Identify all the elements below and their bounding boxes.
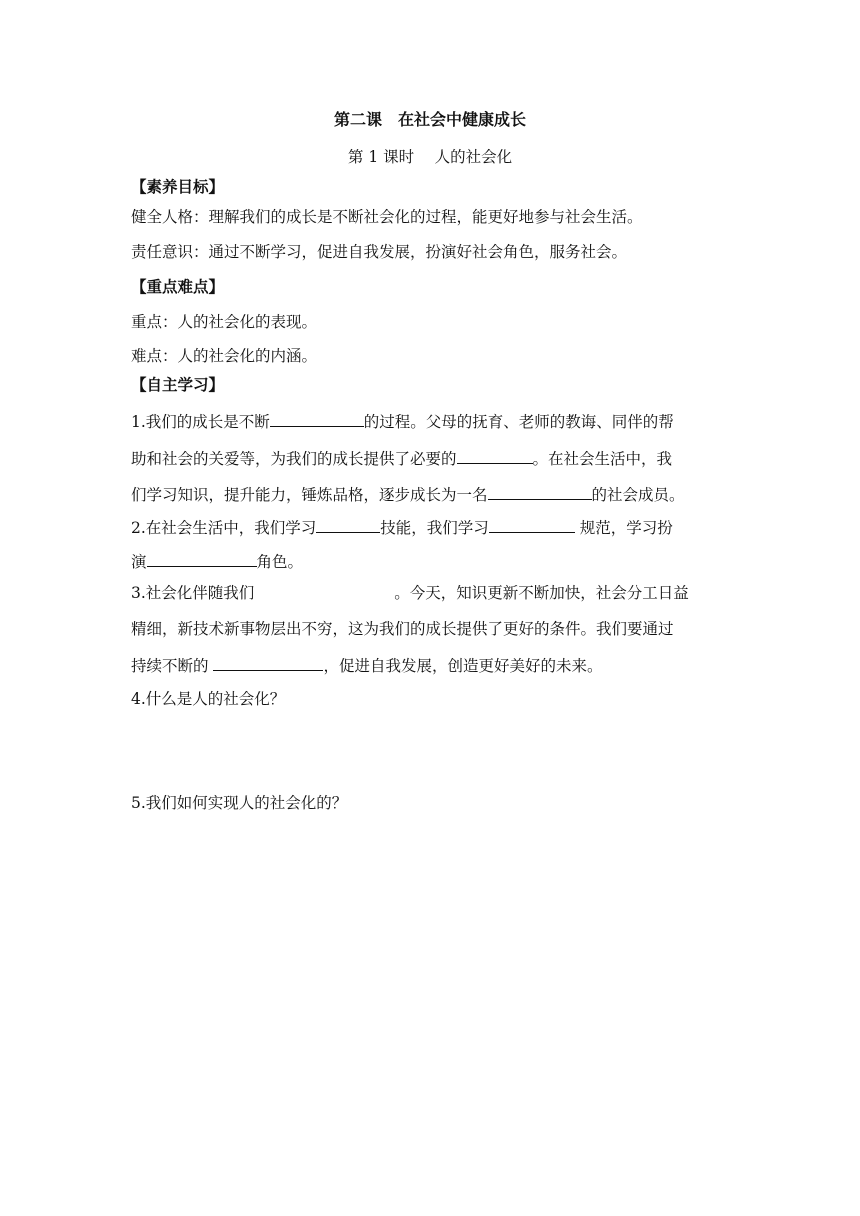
keypoint-key: 重点：人的社会化的表现。 — [131, 313, 318, 331]
q1-text-support: 助和社会的关爱等，为我们的成长提供了必要的 — [131, 450, 457, 468]
q2-text-skill: 技能，我们学习 — [380, 519, 489, 537]
q1-blank-2[interactable] — [457, 446, 533, 464]
lesson-subtitle: 第 1 课时 人的社会化 — [347, 148, 513, 166]
q3-blank-2[interactable] — [213, 653, 323, 671]
question-3-line-3 — [131, 653, 602, 676]
lesson-title: 第二课 在社会中健康成长 — [333, 110, 526, 129]
q3-text-today: 。今天，知识更新不断加快，社会分工日益 — [394, 584, 689, 602]
q3-text-end: ，促进自我发展，创造更好美好的未来。 — [323, 657, 603, 675]
q1-blank-3[interactable] — [488, 482, 592, 500]
q1-blank-1[interactable] — [270, 409, 364, 427]
goals-line-responsibility: 责任意识：通过不断学习，促进自我发展，扮演好社会角色，服务社会。 — [131, 243, 628, 261]
q2-text-role: 角色。 — [256, 553, 304, 571]
q2-blank-3[interactable] — [147, 549, 257, 567]
question-1-line-3 — [131, 482, 685, 505]
q2-blank-1[interactable] — [316, 515, 380, 533]
q2-text-norm: 规范，学习扮 — [574, 519, 673, 537]
goals-line-personality: 健全人格：理解我们的成长是不断社会化的过程，能更好地参与社会生活。 — [131, 208, 643, 226]
q3-text-continuous: 持续不断的 — [131, 657, 214, 675]
q3-text-conditions: 精细，新技术新事物层出不穷，这为我们的成长提供了更好的条件。我们要通过 — [131, 620, 674, 638]
question-1-line-1 — [131, 409, 729, 432]
goals-heading: 【素养目标】 — [131, 178, 225, 196]
q3-text-start: 3.社会化伴随我们 — [131, 584, 255, 602]
question-5: 5.我们如何实现人的社会化的？ — [131, 794, 348, 812]
question-3-line-2 — [131, 619, 674, 639]
q1-text-end: 的社会成员。 — [591, 486, 685, 504]
q1-text-start: 1.我们的成长是不断 — [131, 413, 270, 431]
q2-blank-2[interactable] — [489, 515, 575, 533]
question-2-line-2 — [131, 549, 303, 572]
question-1-line-2 — [131, 446, 729, 469]
q1-text-grow: 们学习知识，提升能力，锤炼品格，逐步成长为一名 — [131, 486, 488, 504]
q2-text-start: 2.在社会生活中，我们学习 — [131, 519, 317, 537]
question-3-line-1 — [131, 583, 689, 603]
question-4: 4.什么是人的社会化？ — [131, 690, 286, 708]
q1-text-mid: 的过程。父母的抚育、老师的教诲、同伴的帮 — [363, 413, 674, 431]
q2-text-act: 演 — [131, 553, 147, 571]
q1-text-life: 。在社会生活中，我 — [532, 450, 673, 468]
keypoint-difficult: 难点：人的社会化的内涵。 — [131, 347, 318, 365]
study-heading: 【自主学习】 — [131, 376, 225, 394]
question-2-line-1 — [131, 515, 673, 538]
keypoints-heading: 【重点难点】 — [131, 278, 225, 296]
